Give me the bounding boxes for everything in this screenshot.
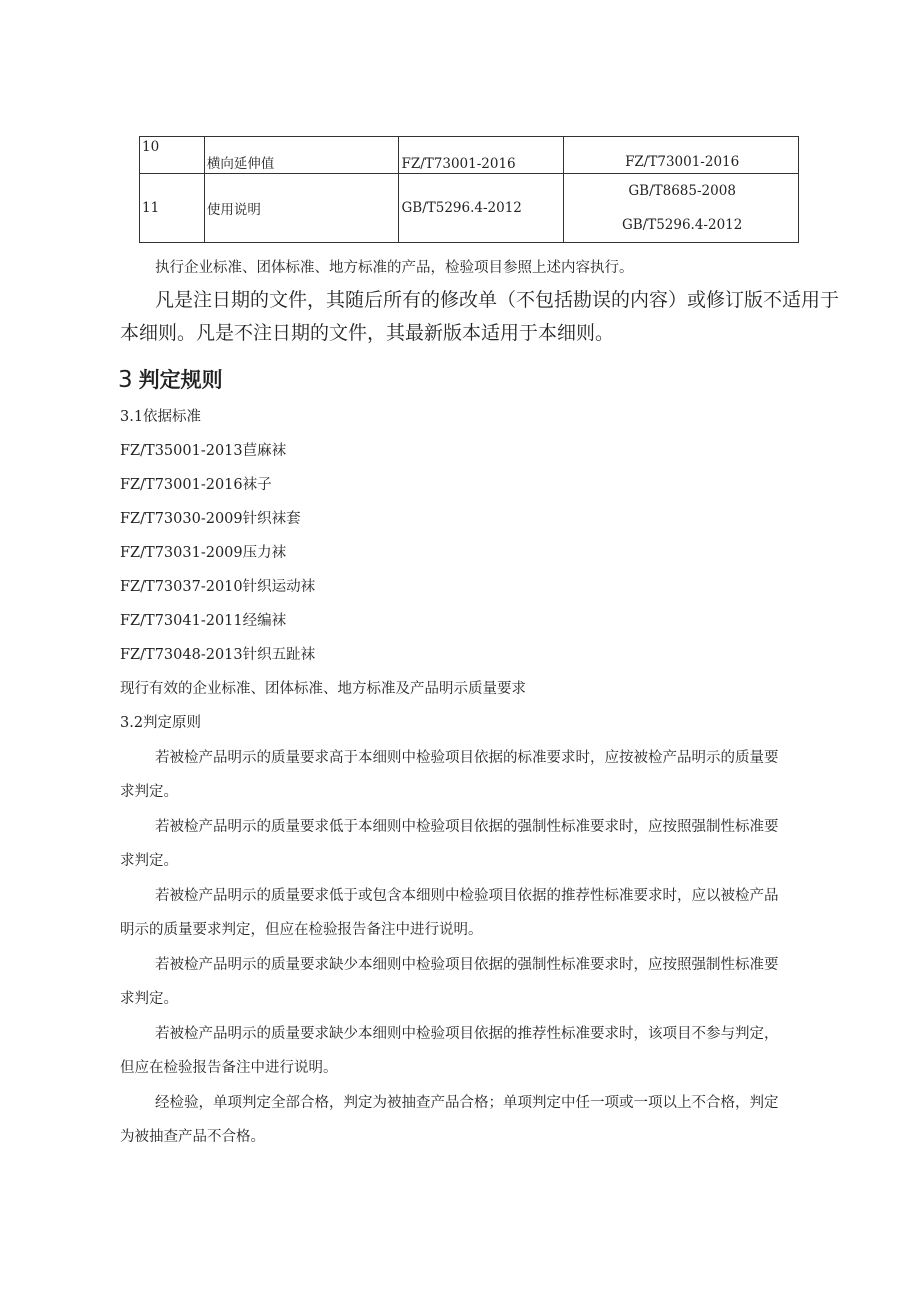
section-number: 3 [118, 367, 133, 393]
standard-item: FZ/T73041-2011经编袜 [120, 613, 287, 629]
item-standard: GB/T5296.4-2012 [399, 174, 564, 243]
method-standard: GB/T8685-2008 [628, 183, 736, 199]
principle-line: 求判定。 [120, 991, 178, 1007]
item-name: 横向延伸值 [204, 137, 399, 174]
standard-item: 现行有效的企业标准、团体标准、地方标准及产品明示质量要求 [120, 681, 526, 697]
item-number: 11 [140, 174, 205, 243]
principle-line: 若被检产品明示的质量要求缺少本细则中检验项目依据的强制性标准要求时，应按照强制性标准要 [155, 957, 779, 973]
table-row [140, 137, 799, 174]
item-name: 使用说明 [204, 174, 399, 243]
method-standard: FZ/T73001-2016 [625, 154, 740, 170]
subsection-title: 3.1依据标准 [120, 409, 202, 425]
item-method [564, 174, 799, 243]
subsection-title: 3.2判定原则 [120, 715, 202, 731]
principle-line: 但应在检验报告备注中进行说明。 [120, 1060, 338, 1076]
table-note: 执行企业标准、团体标准、地方标准的产品，检验项目参照上述内容执行。 [155, 260, 634, 276]
principle-line: 若被检产品明示的质量要求缺少本细则中检验项目依据的推荐性标准要求时，该项目不参与判定， [155, 1026, 779, 1042]
section-title: 判定规则 [138, 368, 223, 392]
standard-item: FZ/T73048-2013针织五趾袜 [120, 647, 316, 663]
principle-line: 经检验，单项判定全部合格，判定为被抽查产品合格；单项判定中任一项或一项以上不合格，判定 [155, 1095, 779, 1111]
principle-line: 若被检产品明示的质量要求低于本细则中检验项目依据的强制性标准要求时，应按照强制性标准要 [155, 819, 779, 835]
item-number: 10 [140, 137, 205, 174]
principle-line: 求判定。 [120, 853, 178, 869]
method-standard: GB/T5296.4-2012 [621, 217, 743, 233]
standard-item: FZ/T73037-2010针织运动袜 [120, 579, 316, 595]
inspection-items-table [139, 136, 799, 243]
dated-clause-line: 本细则。凡是不注日期的文件，其最新版本适用于本细则。 [120, 322, 615, 344]
table-row [140, 174, 799, 243]
principle-line: 求判定。 [120, 784, 178, 800]
principle-line: 若被检产品明示的质量要求低于或包含本细则中检验项目依据的推荐性标准要求时，应以被检产品 [155, 888, 779, 904]
dated-clause-line: 凡是注日期的文件，其随后所有的修改单（不包括勘误的内容）或修订版不适用于 [155, 289, 840, 311]
principle-line: 明示的质量要求判定，但应在检验报告备注中进行说明。 [120, 922, 483, 938]
standard-item: FZ/T73001-2016袜子 [120, 477, 272, 493]
standard-item: FZ/T73031-2009压力袜 [120, 545, 287, 561]
standard-item: FZ/T35001-2013苣麻袜 [120, 443, 287, 459]
section-heading [118, 364, 223, 394]
item-method [564, 137, 799, 174]
standard-item: FZ/T73030-2009针织袜套 [120, 511, 301, 527]
item-standard: FZ/T73001-2016 [399, 137, 564, 174]
principle-line: 为被抽查产品不合格。 [120, 1129, 265, 1145]
principle-line: 若被检产品明示的质量要求高于本细则中检验项目依据的标准要求时，应按被检产品明示的质量要 [155, 750, 779, 766]
